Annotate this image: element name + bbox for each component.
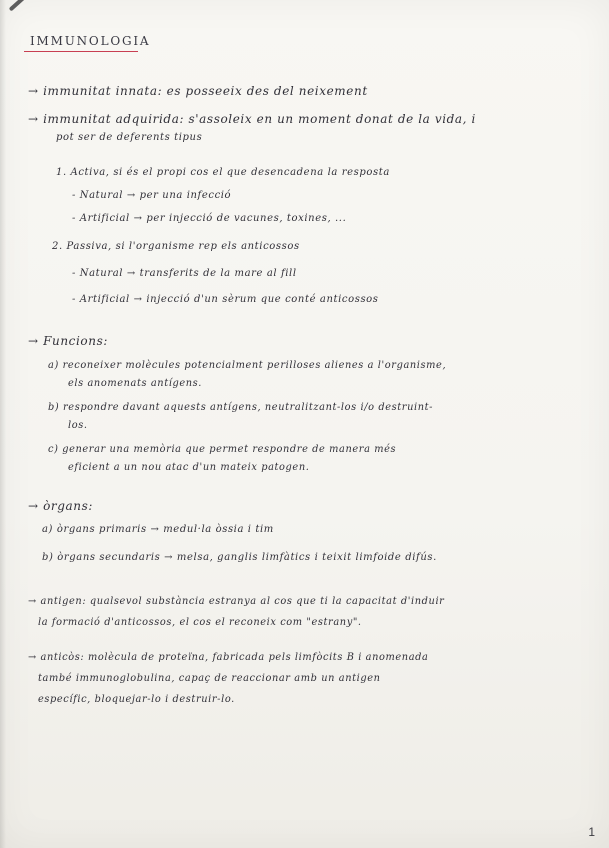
page-number: 1: [588, 825, 595, 839]
line-passive: 2. Passiva, si l'organisme rep els anticossos: [52, 241, 300, 252]
line-function-c-cont: eficient a un nou atac d'un mateix patogen.: [68, 462, 310, 473]
line-antibody-definition-end: específic, bloquejar-lo i destruir-lo.: [38, 694, 235, 705]
line-active: 1. Activa, si és el propi cos el que desencadena la resposta: [56, 167, 390, 178]
line-organs-heading: → òrgans:: [28, 499, 93, 513]
pencil-mark: [9, 0, 32, 11]
line-function-c: c) generar una memòria que permet respondre de manera més: [48, 444, 397, 455]
line-antigen-definition-cont: la formació d'anticossos, el cos el reconeix com "estrany".: [38, 617, 362, 628]
line-acquired-immunity: → immunitat adquirida: s'assoleix en un moment donat de la vida, i: [28, 112, 476, 126]
line-artificial-active: - Artificial → per injecció de vacunes, toxines, ...: [72, 213, 347, 224]
line-function-a-cont: els anomenats antígens.: [68, 378, 202, 389]
line-acquired-types: pot ser de deferents tipus: [56, 132, 203, 143]
line-primary-organs: a) òrgans primaris → medul·la òssia i tim: [42, 524, 274, 535]
line-antibody-definition-cont: també immunoglobulina, capaç de reaccionar amb un antigen: [38, 673, 381, 684]
line-antibody-definition: → anticòs: molècula de proteïna, fabricada pels limfòcits B i anomenada: [28, 652, 429, 663]
title-underline: [24, 51, 138, 52]
line-function-b: b) respondre davant aquests antígens, neutralitzant-los i/o destruint-: [48, 402, 434, 413]
line-natural-active: - Natural → per una infecció: [72, 190, 232, 201]
line-secondary-organs: b) òrgans secundaris → melsa, ganglis limfàtics i teixit limfoide difús.: [42, 552, 437, 563]
page-edge-shadow: [0, 0, 6, 848]
line-antigen-definition: → antigen: qualsevol substància estranya al cos que ti la capacitat d'induir: [28, 596, 445, 607]
line-function-a: a) reconeixer molècules potencialment perilloses alienes a l'organisme,: [48, 360, 447, 371]
line-innate-immunity: → immunitat innata: es posseeix des del neixement: [28, 84, 368, 98]
document-title: IMMUNOLOGIA: [30, 34, 151, 48]
line-function-b-cont: los.: [68, 420, 88, 431]
line-natural-passive: - Natural → transferits de la mare al fill: [72, 268, 297, 279]
line-artificial-passive: - Artificial → injecció d'un sèrum que conté anticossos: [72, 294, 379, 305]
line-functions-heading: → Funcions:: [28, 334, 108, 348]
